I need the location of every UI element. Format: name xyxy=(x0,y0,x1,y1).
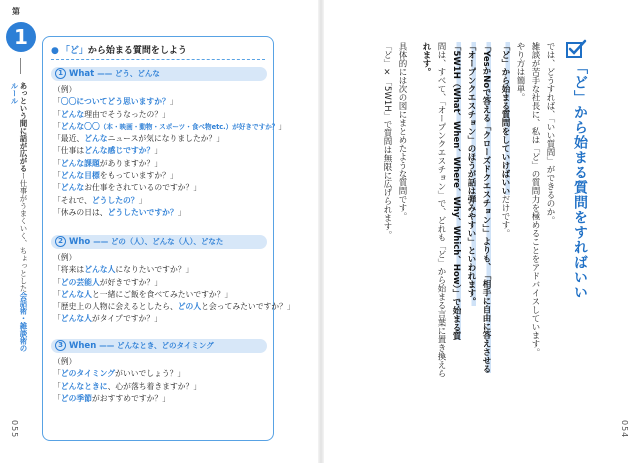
example-pre: 「 xyxy=(53,158,61,168)
example-hl: どんな人 xyxy=(84,265,116,275)
chapter-number-badge: 1 xyxy=(6,22,36,52)
example-mid: 」 xyxy=(169,97,178,107)
example-pre: 「 xyxy=(53,289,61,299)
example-line xyxy=(53,96,267,108)
chapter-rule xyxy=(20,58,21,74)
example-line xyxy=(53,145,267,157)
example-list xyxy=(51,356,267,405)
section-when xyxy=(51,339,267,405)
example-mid: が好きですか？」 xyxy=(99,277,163,287)
example-line xyxy=(53,207,267,219)
example-hl: どんな課題 xyxy=(60,158,100,168)
running-title-part-1: あっという間に話が広がる xyxy=(19,82,28,172)
example-pre: 「休みの日は、 xyxy=(53,207,108,217)
example-mid: ニュースが気になりましたか？」 xyxy=(107,134,225,144)
example-hl: どの芸能人 xyxy=(60,277,100,287)
section-label: When xyxy=(69,341,97,351)
example-pre: （例） xyxy=(53,85,77,94)
body-line-7 xyxy=(448,42,463,382)
body-line-5-text: 「YesかNoで答える「クローズドクエスチョン」」よりも、「相手に自由に答えさせる xyxy=(481,42,491,373)
example-hl: どんな xyxy=(60,109,85,119)
section-label: What xyxy=(69,69,95,79)
checkbox-check-icon xyxy=(566,40,586,58)
example-mid: 」 xyxy=(177,207,186,217)
body-line-4 xyxy=(497,42,512,382)
body-line-6 xyxy=(463,42,478,382)
question-examples-box xyxy=(42,36,295,441)
example-line xyxy=(53,356,267,368)
example-pre: 「 xyxy=(53,171,61,181)
example-line xyxy=(53,381,267,393)
example-pre: 「将来は xyxy=(53,265,85,275)
example-mid: になりたいですか？」 xyxy=(115,265,194,275)
example-pre: 「 xyxy=(53,369,61,379)
example-pre: 「仕事は xyxy=(53,146,85,156)
example-hl: どの季節 xyxy=(60,393,92,403)
example-hl: どの人 xyxy=(177,302,202,312)
example-mid: をもっていますか？」 xyxy=(99,171,178,181)
section-heading xyxy=(566,60,590,300)
example-line xyxy=(53,170,267,182)
body-line-9 xyxy=(418,42,433,382)
heading-do: 「ど」 xyxy=(572,60,588,105)
section-number: 3 xyxy=(55,340,66,351)
section-what xyxy=(51,67,287,219)
example-pre: 「 xyxy=(53,314,61,324)
example-line xyxy=(53,121,287,133)
example-hl: どんな人 xyxy=(60,289,92,299)
example-pre: 「 xyxy=(53,393,61,403)
body-line-6-text: 「オープンクエスチョン」のほうが話は弾みやすい」といわれます。 xyxy=(466,42,476,306)
running-title xyxy=(10,82,28,352)
box-title-bullet: ● xyxy=(51,46,59,56)
example-line xyxy=(53,158,267,170)
body-line-3: やり方は簡単。 xyxy=(515,42,525,102)
section-header xyxy=(51,339,267,353)
example-hl: どんな xyxy=(84,134,108,144)
example-list xyxy=(51,84,287,219)
example-line xyxy=(53,252,267,264)
example-line xyxy=(53,289,267,301)
section-label: Who xyxy=(69,237,91,247)
left-page-number: 055 xyxy=(10,420,19,439)
example-line xyxy=(53,301,295,313)
body-line-7-text: 「5W1H（What、When、Where、Why、Which、How）」で始まる質 xyxy=(451,42,461,340)
example-mid: がタイプですか？」 xyxy=(91,314,162,324)
example-hl: どんな〇〇 xyxy=(60,121,100,131)
section-subtitle: —— どの（人）、どんな（人）、どなた xyxy=(93,237,224,246)
body-line-4-highlight: 「ど」から始まる質問をしていけばいい xyxy=(500,42,510,195)
body-line-9-text: れます。 xyxy=(421,42,431,76)
example-line xyxy=(53,195,267,207)
book-spine xyxy=(318,0,324,463)
example-line xyxy=(53,277,267,289)
example-line xyxy=(53,84,267,96)
example-pre: 「 xyxy=(53,121,61,131)
running-title-part-3: 仕事がうまくいく、ちょっとした xyxy=(19,179,28,292)
example-hl: どんな xyxy=(60,183,85,193)
body-line-10: 具体的には次の図にまとめたような質問です。 xyxy=(397,42,407,221)
section-subtitle: —— どう、どんな xyxy=(97,69,160,78)
example-line xyxy=(53,264,267,276)
example-hl2: （本・映画・動物・スポーツ・食べ物etc.）が好きですか？ xyxy=(99,122,279,131)
example-pre: 「 xyxy=(53,277,61,287)
example-hl: どんな人 xyxy=(60,314,92,324)
body-line-11: 「ど」×「5W1H」で質問は無限に広げられます。 xyxy=(382,42,392,240)
heading-text: から始まる質問をすればいい xyxy=(572,105,588,300)
body-line-8: 問は、すべて、「オープンクエスチョン」で、どれも「ど」から始まる言葉に置き換えら xyxy=(436,42,446,378)
running-title-accent: 会話術・雑談術のルール xyxy=(10,82,28,352)
section-header xyxy=(51,235,267,249)
example-hl: どうしたの？ xyxy=(91,195,139,205)
section-number: 2 xyxy=(55,236,66,247)
example-pre: （例） xyxy=(53,357,77,366)
running-title-part-2: ー xyxy=(19,172,28,180)
body-line-5 xyxy=(478,42,493,382)
body-line-4-rest: だけです。 xyxy=(500,195,510,238)
section-subtitle: —— どんなとき、どのタイミング xyxy=(99,341,214,350)
example-pre: 「 xyxy=(53,97,61,107)
example-post: 」 xyxy=(278,121,287,131)
example-pre: 「 xyxy=(53,381,61,391)
example-mid: がいいでしょう？」 xyxy=(115,369,186,379)
example-pre: （例） xyxy=(53,253,77,262)
box-title-text: から始まる質問をしよう xyxy=(87,46,187,56)
example-mid: と会ってみたいですか？」 xyxy=(201,302,295,312)
box-title-divider xyxy=(51,59,265,60)
example-pre: 「それで、 xyxy=(53,195,92,205)
example-pre: 「最近、 xyxy=(53,134,85,144)
box-title-do: 「ど」 xyxy=(60,46,88,56)
example-line xyxy=(53,368,267,380)
example-hl: どんなときに xyxy=(60,381,108,391)
example-mid: 、心が落ち着きますか？」 xyxy=(107,381,202,391)
box-title xyxy=(51,43,187,56)
example-line xyxy=(53,133,267,145)
example-mid: がありますか？」 xyxy=(99,158,163,168)
example-mid: と一緒にご飯を食べてみたいですか？」 xyxy=(91,289,233,299)
chapter-label: 第 xyxy=(12,7,20,16)
example-line xyxy=(53,393,267,405)
example-line xyxy=(53,313,267,325)
body-line-1: では、どうすれば、「いい質問」ができるのか。 xyxy=(545,42,555,225)
example-mid: 」 xyxy=(154,146,163,156)
example-list xyxy=(51,252,295,326)
example-line xyxy=(53,182,267,194)
example-mid: 理由でそうなったの？」 xyxy=(84,109,170,119)
section-header xyxy=(51,67,267,81)
example-hl: どうしたいですか？ xyxy=(107,207,178,217)
example-hl: どんな目標 xyxy=(60,171,100,181)
example-mid: 」 xyxy=(138,195,147,205)
example-hl: 〇〇についてどう思いますか？ xyxy=(60,97,170,107)
example-pre: 「 xyxy=(53,109,61,119)
example-pre: 「 xyxy=(53,183,61,193)
section-who xyxy=(51,235,295,326)
section-number: 1 xyxy=(55,68,66,79)
example-pre: 「歴史上の人物に会えるとしたら、 xyxy=(53,302,178,312)
example-hl: どのタイミング xyxy=(60,369,116,379)
right-page-number: 054 xyxy=(620,420,629,439)
example-mid: お仕事をされているのですか？」 xyxy=(84,183,202,193)
example-hl: どんな感じですか？ xyxy=(84,146,155,156)
body-line-2: 雑談が苦手な社長に、私は「ど」の質問力を極めることをアドバイスしています。 xyxy=(530,42,540,357)
example-mid: がおすすめですか？」 xyxy=(91,393,171,403)
example-line xyxy=(53,109,267,121)
